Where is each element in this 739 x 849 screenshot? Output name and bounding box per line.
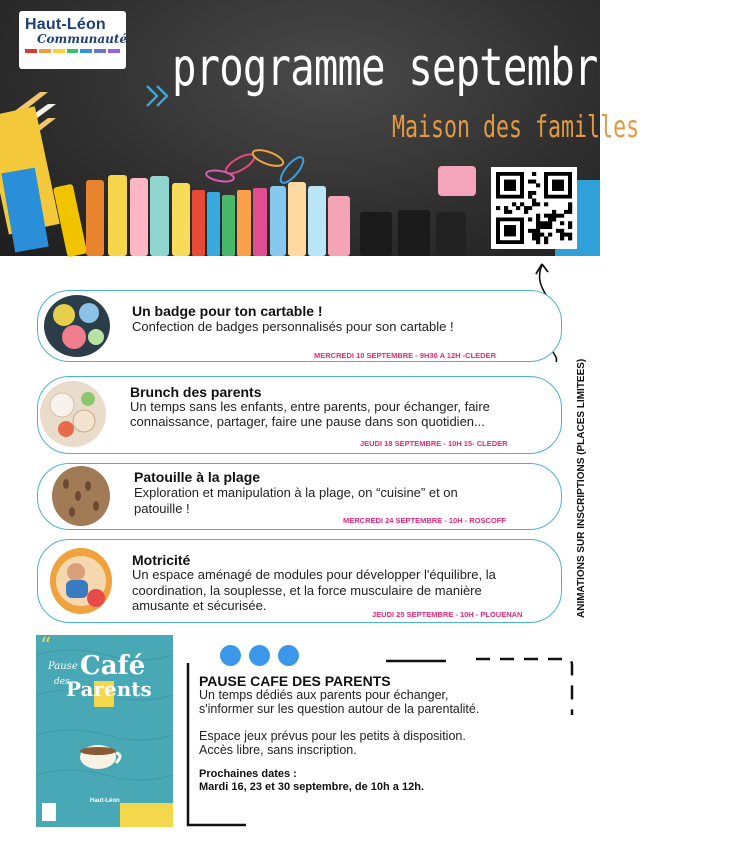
logo-color-bars: [25, 49, 120, 53]
logo-bar: [80, 49, 92, 53]
activity-card-beach: [37, 463, 562, 530]
activity-description: Confection de badges personnalisés pour son cartable !: [132, 319, 454, 334]
pause-cafe-text: s'informer sur les question autour de la parentalité.: [199, 702, 480, 716]
activity-date: MERCREDI 24 SEPTEMBRE - 10H - ROSCOFF: [343, 516, 506, 525]
activity-title: Brunch des parents: [130, 384, 262, 400]
activity-card-badge: [37, 290, 562, 362]
brunch-photo: [40, 381, 106, 447]
qr-code-image: [496, 172, 572, 244]
activity-date: JEUDI 25 SEPTEMBRE - 10H - PLOUENAN: [372, 610, 523, 619]
beach-photo: [52, 466, 110, 526]
activity-description-line: coordination, la souplesse, et la force musculaire de manière: [132, 583, 482, 598]
logo-bar: [25, 49, 37, 53]
poster-word-des: des: [54, 677, 70, 687]
blue-dot: [278, 645, 299, 666]
logo-bar: [67, 49, 79, 53]
qr-code[interactable]: [491, 167, 577, 249]
logo-text-line1: Haut-Léon: [25, 16, 106, 33]
pause-cafe-text: Un temps dédiés aux parents pour échanger,: [199, 688, 449, 702]
motricite-photo: [50, 548, 112, 614]
blue-dot: [220, 645, 241, 666]
chevron-arrows-icon: [145, 84, 175, 108]
header-banner: [0, 0, 739, 256]
activity-description-line: Exploration et manipulation à la plage, on “cuisine” et on: [134, 485, 458, 500]
decorative-dots: [220, 645, 299, 666]
activity-title: Un badge pour ton cartable !: [132, 303, 323, 319]
activity-description-line: amusante et sécurisée.: [132, 598, 267, 613]
activity-card-motricite: [37, 539, 562, 623]
activity-date: MERCREDI 10 SEPTEMBRE - 9H30 A 12H -CLEDER: [314, 351, 496, 360]
logo-bar: [94, 49, 106, 53]
badges-photo: [44, 295, 110, 357]
page-subtitle: Maison des familles: [392, 110, 640, 145]
poster-word-parents: Parents: [66, 677, 152, 701]
poster-word-pause: Pause: [48, 661, 78, 672]
logo-bar: [108, 49, 120, 53]
poster-word-cafe: Café: [80, 651, 146, 681]
blue-dot: [249, 645, 270, 666]
activity-date: JEUDI 18 SEPTEMBRE - 10H 15- CLEDER: [360, 439, 508, 448]
pause-cafe-poster: [36, 635, 173, 827]
registration-side-label: ANIMATIONS SUR INSCRIPTIONS (PLACES LIMITEES): [576, 358, 587, 618]
svg-text:“: “: [40, 634, 52, 659]
pause-cafe-text: Accès libre, sans inscription.: [199, 743, 357, 757]
pause-cafe-text: Espace jeux prévus pour les petits à disposition.: [199, 729, 466, 743]
activity-title: Patouille à la plage: [134, 469, 261, 485]
activity-description-line: connaissance, partager, faire une pause dans son quotidien...: [130, 414, 485, 429]
activity-description-line: patouille !: [134, 501, 190, 516]
haut-leon-logo: [19, 11, 126, 69]
pause-cafe-title: PAUSE CAFE DES PARENTS: [199, 673, 391, 689]
poster-brand: Haut-Léon: [90, 798, 120, 804]
next-dates-label: Prochaines dates :: [199, 768, 297, 780]
activity-description-line: Un espace aménagé de modules pour développer l'équilibre, la: [132, 567, 496, 582]
activity-card-brunch: [37, 376, 562, 454]
page-title: programme septembre 2025: [172, 38, 739, 98]
logo-bar: [53, 49, 65, 53]
next-dates-value: Mardi 16, 23 et 30 septembre, de 10h a 12h.: [199, 781, 424, 793]
logo-bar: [39, 49, 51, 53]
activity-description-line: Un temps sans les enfants, entre parents, pour échanger, faire: [130, 399, 490, 414]
logo-text-line2: Communauté: [37, 32, 128, 46]
activity-title: Motricité: [132, 552, 191, 568]
